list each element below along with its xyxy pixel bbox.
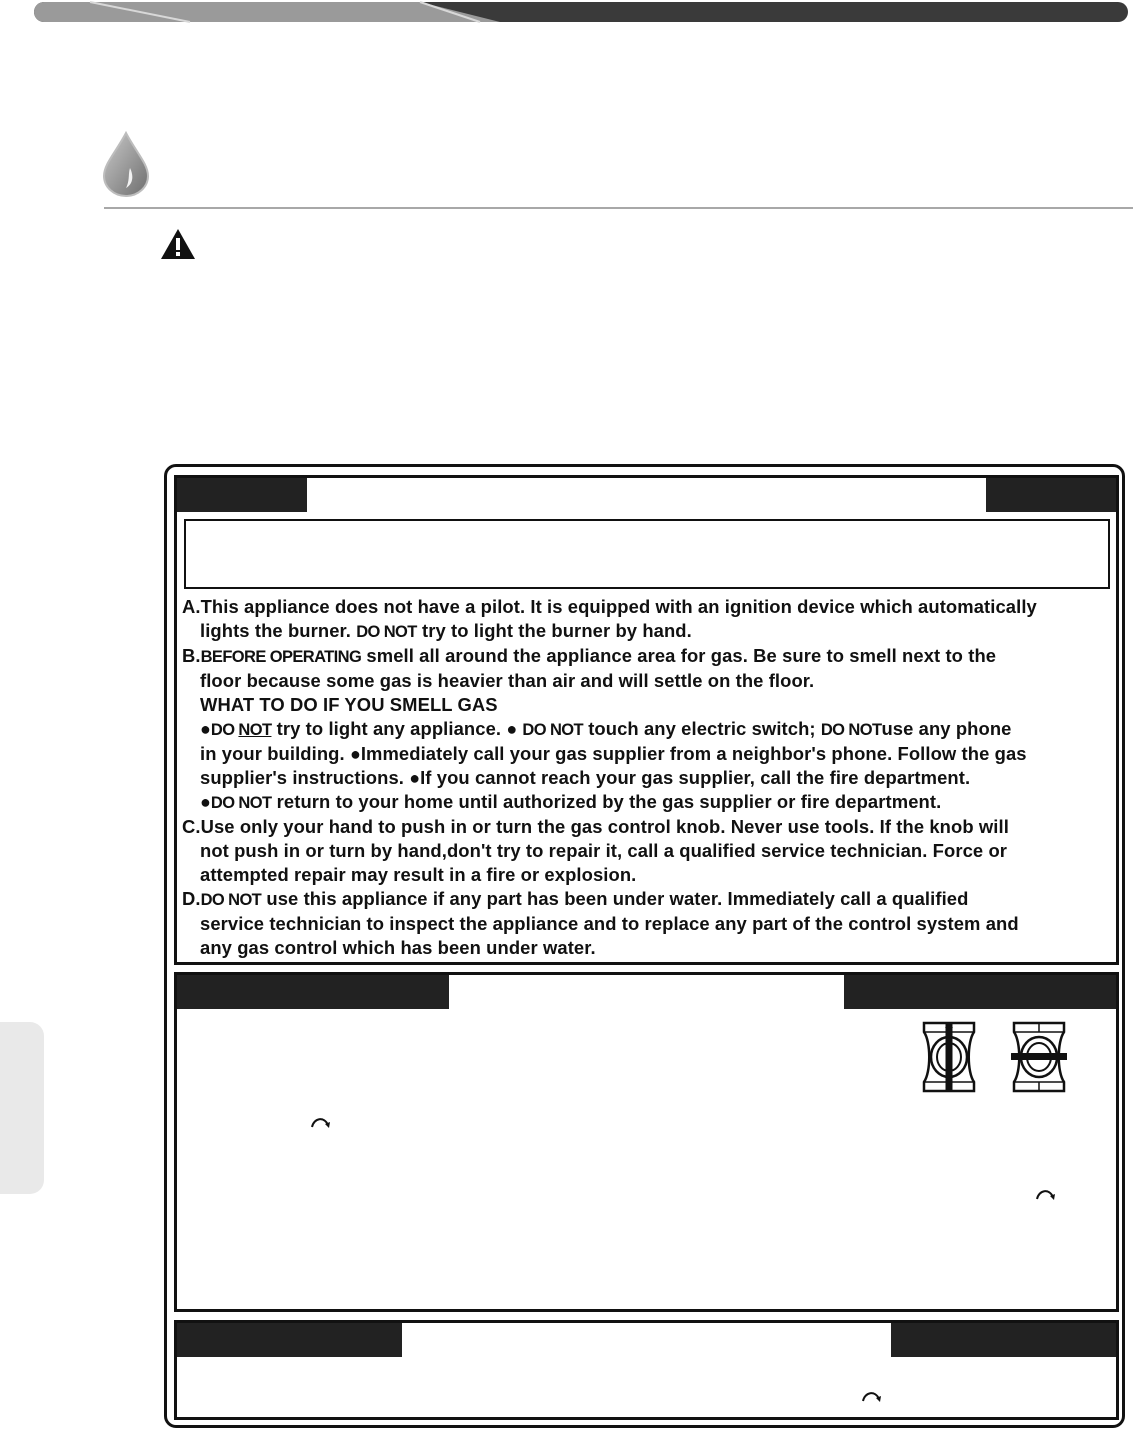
panel-header-right xyxy=(891,1323,1116,1357)
panel-header-left xyxy=(177,1323,402,1357)
side-tab xyxy=(0,1022,44,1194)
shutoff-panel xyxy=(174,1320,1119,1420)
item-c: C.Use only your hand to push in or turn the gas control knob. Never use tools. If the knob will not push in or turn by hand,don't try to repair it, call a qualified service technician. Force or attempted repair may result in a fire or explosion. xyxy=(182,816,1009,885)
panel-header-right xyxy=(844,975,1116,1009)
panel-header-right xyxy=(986,478,1116,512)
smell-gas-heading: WHAT TO DO IF YOU SMELL GAS xyxy=(200,694,498,715)
item-a: A.This appliance does not have a pilot. It is equipped with an ignition device which automatically lights the burner. DO NOT try to light the burner by hand. xyxy=(182,596,1037,641)
panel-header-left xyxy=(177,975,449,1009)
safety-instructions xyxy=(182,595,1112,960)
clockwise-arrow-icon xyxy=(309,1115,331,1129)
knob-on-icon xyxy=(921,1020,977,1094)
warning-triangle-icon xyxy=(160,228,196,260)
operating-panel xyxy=(174,972,1119,1312)
section-rule xyxy=(104,207,1133,209)
safety-panel xyxy=(174,475,1119,965)
warning-box xyxy=(184,519,1110,589)
header-decor-bar xyxy=(0,0,1133,30)
knob-off-icon xyxy=(1011,1020,1067,1094)
item-b: B.BEFORE OPERATING smell all around the appliance area for gas. Be sure to smell next to the floor because some gas is heavier than air and will settle on the floor. WHAT TO DO IF YOU SMELL GAS ●DO NOT try to light any appliance. ● DO NOT touch any electric switch; DO NOTuse any phone in your building. ●Immediately call your gas supplier from a neighbor's phone. Follow the gas supplier's instructions. ●If you cannot reach your gas supplier, call the fire department. ●DO NOT return to your home until authorized by the gas supplier or fire department. xyxy=(182,645,1027,812)
clockwise-arrow-icon xyxy=(860,1389,882,1403)
item-d: D.DO NOT use this appliance if any part has been under water. Immediately call a qualified service technician to inspect the appliance and to replace any part of the control system and any gas control which has been under water. xyxy=(182,888,1019,958)
clockwise-arrow-icon xyxy=(1034,1187,1056,1201)
panel-header-left xyxy=(177,478,307,512)
flame-drop-icon xyxy=(100,130,152,198)
